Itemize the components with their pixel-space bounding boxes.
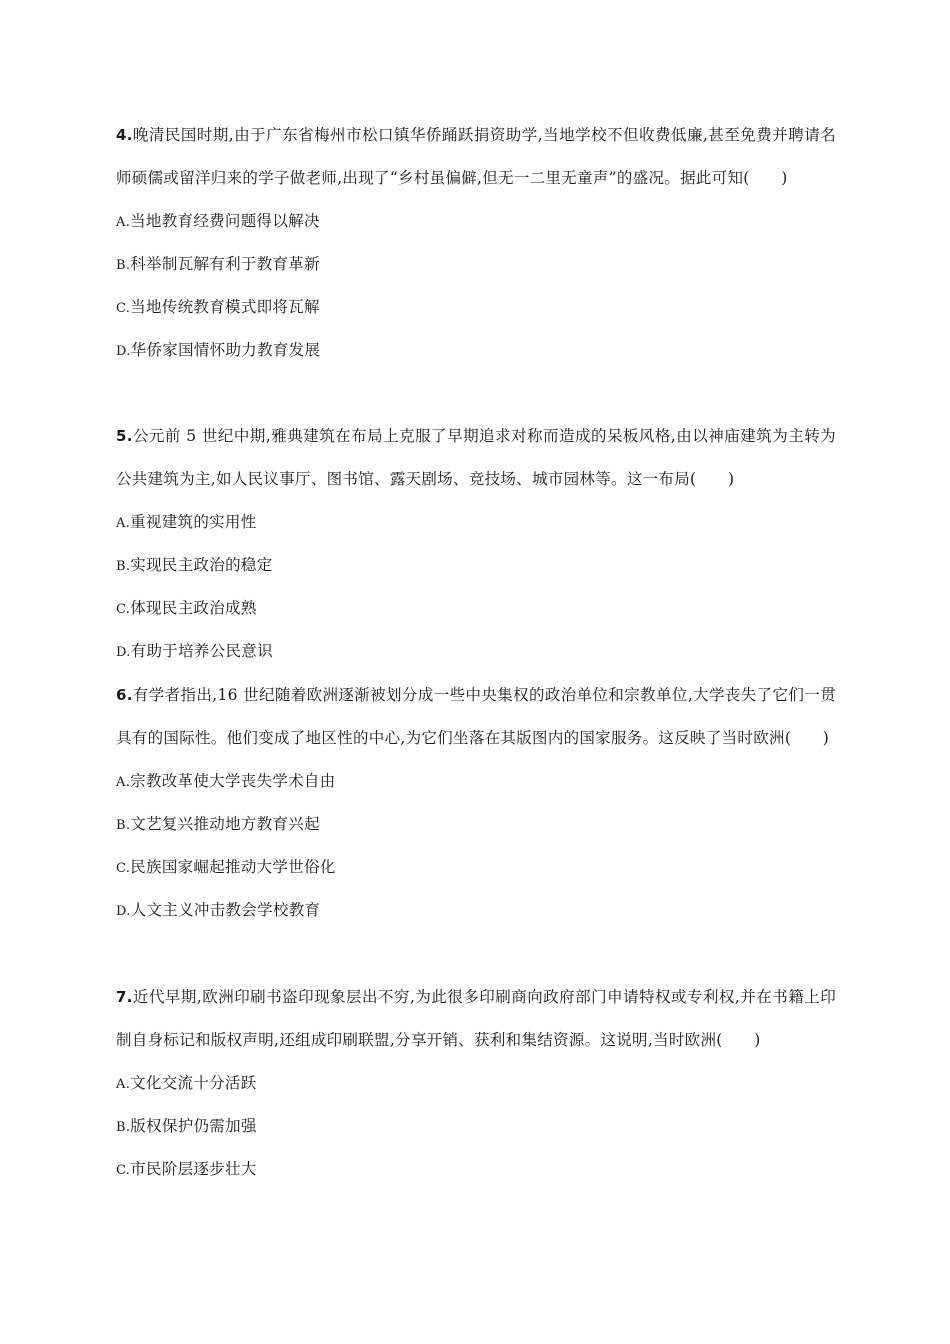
option-b: [116, 1105, 836, 1148]
option-text: 华侨家国情怀助力教育发展: [130, 341, 321, 359]
option-a: [116, 1062, 836, 1105]
option-letter: A.: [116, 516, 131, 531]
option-text: 有助于培养公民意识: [130, 642, 273, 660]
option-letter: B.: [116, 818, 131, 833]
question-stem: [116, 415, 836, 501]
option-text: 文化交流十分活跃: [130, 1074, 257, 1092]
option-d: [116, 329, 836, 372]
option-text: 文艺复兴推动地方教育兴起: [130, 815, 320, 833]
option-text: 当地教育经费问题得以解决: [130, 212, 320, 230]
question-4: [116, 114, 836, 372]
option-letter: C.: [116, 861, 131, 876]
question-number: 7.: [116, 988, 133, 1006]
option-letter: C.: [116, 602, 131, 617]
option-letter: A.: [116, 775, 131, 790]
question-text: 公元前 5 世纪中期,雅典建筑在布局上克服了早期追求对称而造成的呆板风格,由以神庙建筑为主转为公共建筑为主,如人民议事厅、图书馆、露天剧场、竞技场、城市园林等。这一布局( ): [116, 427, 836, 488]
question-text: 近代早期,欧洲印刷书盗印现象层出不穷,为此很多印刷商向政府部门申请特权或专利权,并在书籍上印制自身标记和版权声明,还组成印刷联盟,分享开销、获利和集结资源。这说明,当时欧洲( ): [116, 988, 836, 1049]
option-letter: B.: [116, 258, 131, 273]
question-text: 晚清民国时期,由于广东省梅州市松口镇华侨踊跃捐资助学,当地学校不但收费低廉,甚至免费并聘请名师硕儒或留洋归来的学子做老师,出现了“乡村虽偏僻,但无一二里无童声”的盛况。据此可知( ): [116, 126, 836, 187]
option-text: 体现民主政治成熟: [130, 599, 257, 617]
question-number: 4.: [116, 126, 133, 144]
question-5: [116, 415, 836, 673]
question-number: 6.: [116, 686, 133, 704]
option-letter: B.: [116, 1120, 131, 1135]
option-list: [116, 760, 836, 932]
option-letter: D.: [116, 904, 131, 919]
option-letter: B.: [116, 559, 131, 574]
option-text: 市民阶层逐步壮大: [130, 1160, 257, 1178]
option-letter: A.: [116, 1077, 131, 1092]
option-c: [116, 846, 836, 889]
option-a: [116, 760, 836, 803]
option-text: 实现民主政治的稳定: [130, 556, 273, 574]
option-text: 当地传统教育模式即将瓦解: [130, 298, 320, 316]
option-letter: A.: [116, 215, 131, 230]
option-c: [116, 286, 836, 329]
option-letter: C.: [116, 301, 131, 316]
option-text: 重视建筑的实用性: [130, 513, 257, 531]
option-b: [116, 243, 836, 286]
question-6: [116, 674, 836, 932]
option-text: 版权保护仍需加强: [130, 1117, 257, 1135]
option-list: [116, 501, 836, 673]
option-c: [116, 587, 836, 630]
option-list: [116, 200, 836, 372]
question-number: 5.: [116, 427, 133, 445]
option-letter: C.: [116, 1163, 131, 1178]
option-b: [116, 544, 836, 587]
option-text: 人文主义冲击教会学校教育: [130, 901, 321, 919]
question-text: 有学者指出,16 世纪随着欧洲逐渐被划分成一些中央集权的政治单位和宗教单位,大学丧失了它们一贯具有的国际性。他们变成了地区性的中心,为它们坐落在其版图内的国家服务。这反映了当时欧洲( ): [116, 686, 836, 747]
option-c: [116, 1148, 836, 1191]
option-text: 宗教改革使大学丧失学术自由: [130, 772, 336, 790]
option-text: 科举制瓦解有利于教育革新: [130, 255, 320, 273]
question-stem: [116, 674, 836, 760]
question-stem: [116, 976, 836, 1062]
option-a: [116, 501, 836, 544]
option-list: [116, 1062, 836, 1191]
option-a: [116, 200, 836, 243]
question-7: [116, 976, 836, 1191]
option-b: [116, 803, 836, 846]
option-letter: D.: [116, 344, 131, 359]
option-d: [116, 630, 836, 673]
option-letter: D.: [116, 645, 131, 660]
question-stem: [116, 114, 836, 200]
option-d: [116, 889, 836, 932]
option-text: 民族国家崛起推动大学世俗化: [130, 858, 336, 876]
